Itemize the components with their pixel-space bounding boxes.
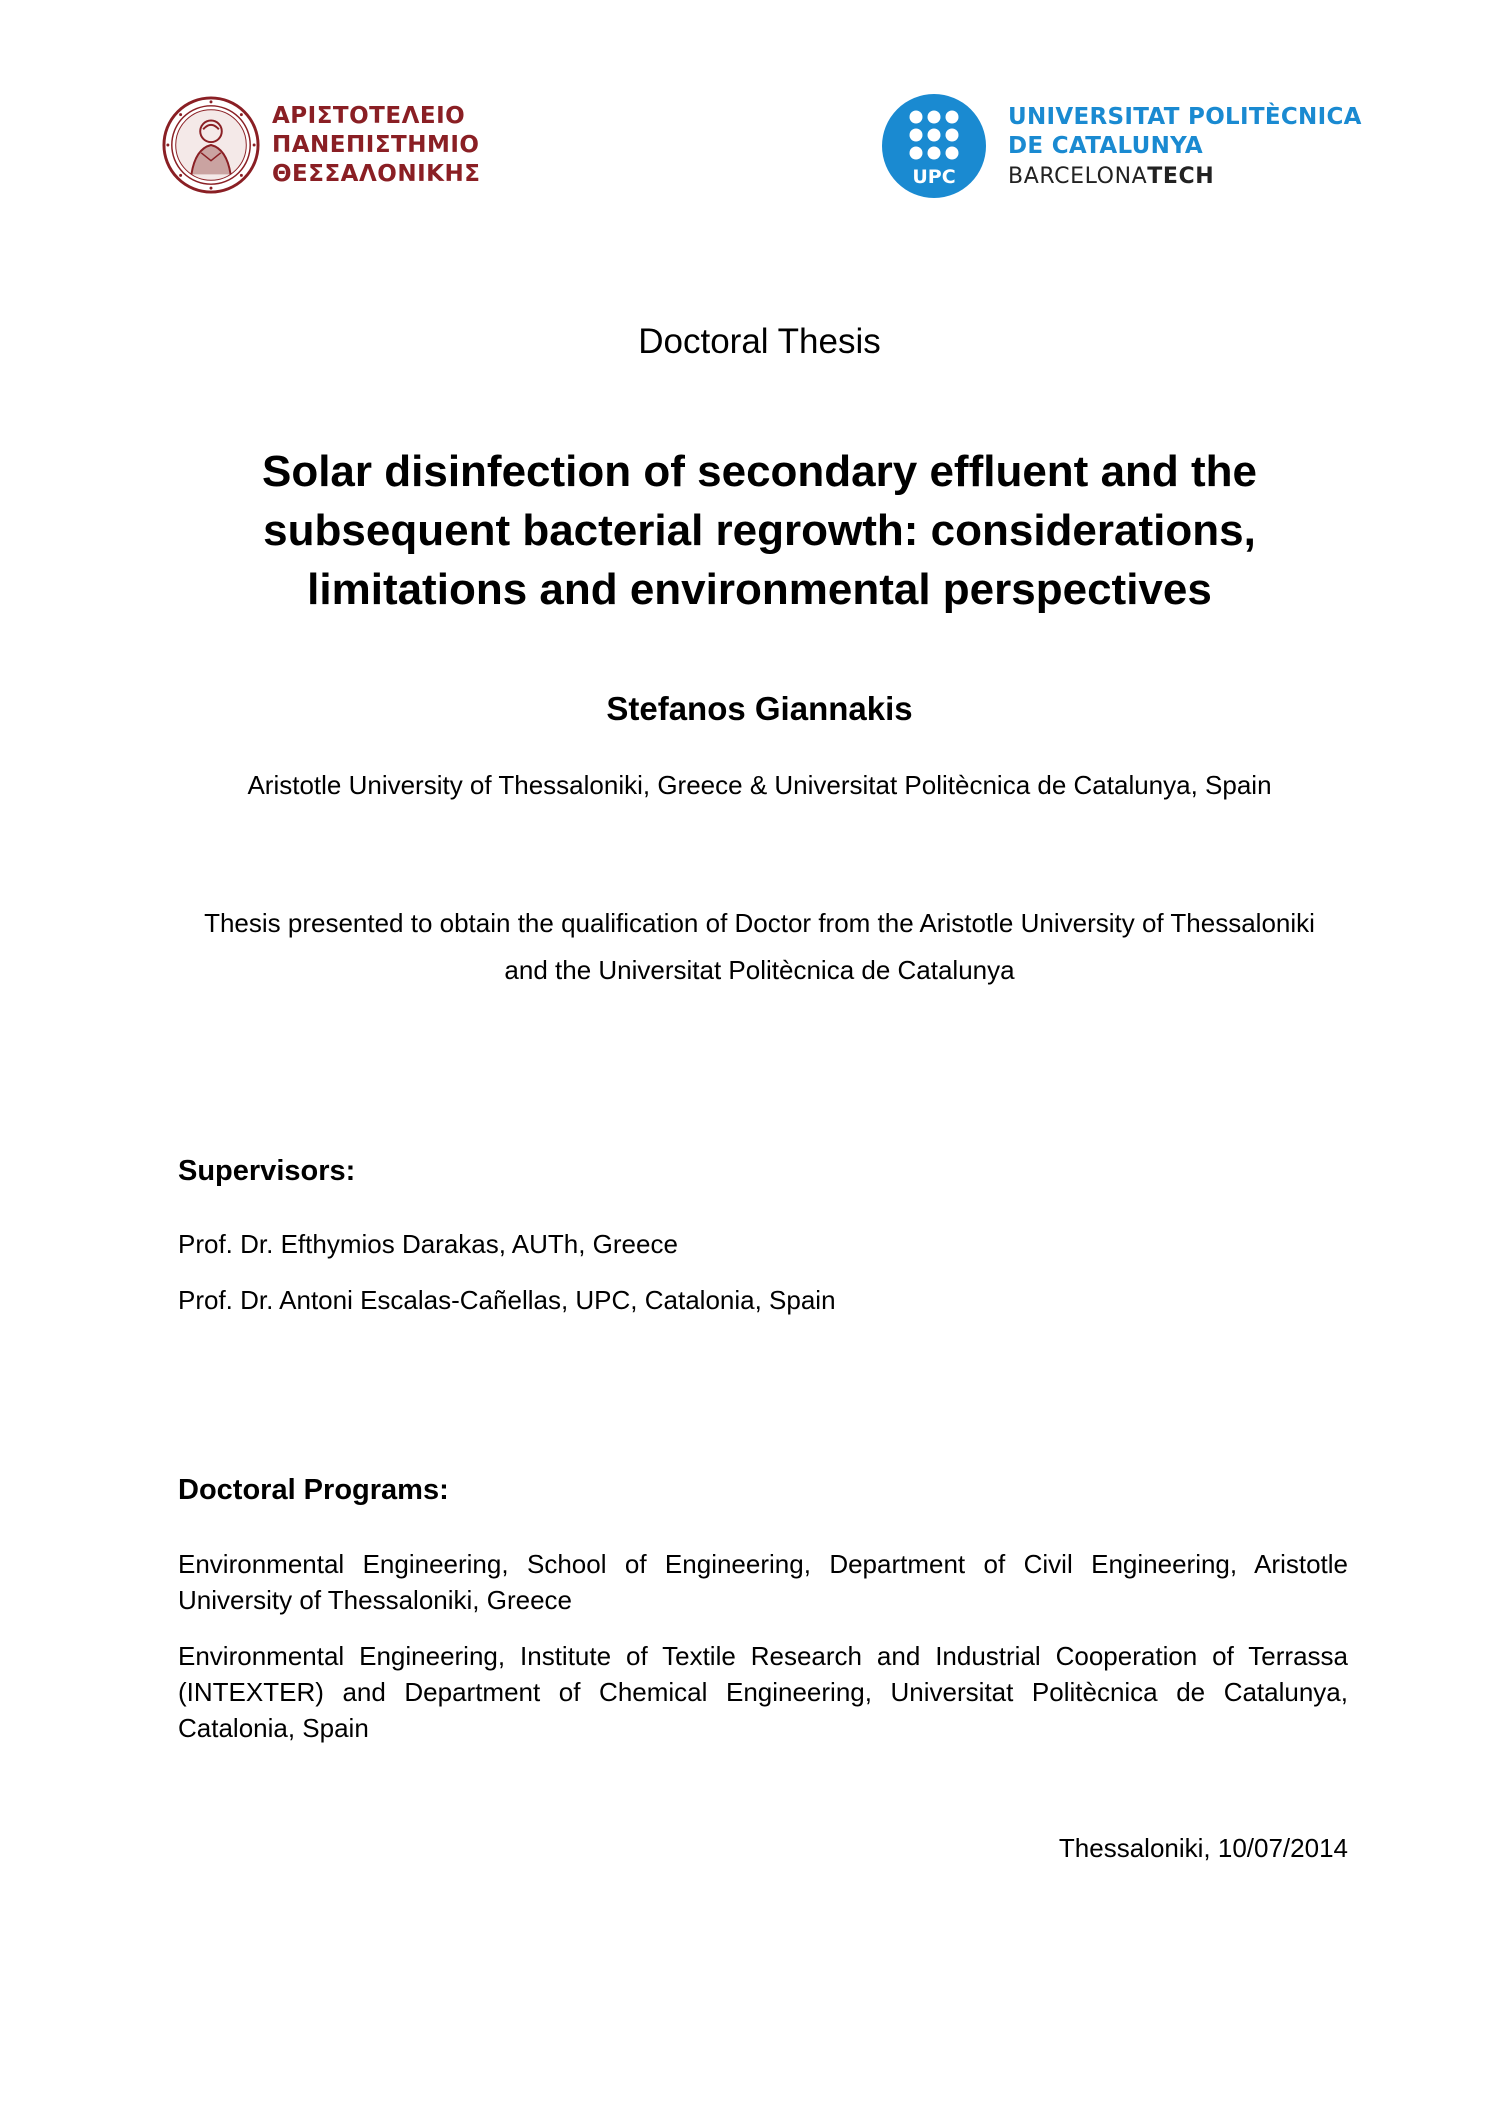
auth-wordmark-line: ΘΕΣΣΑΛΟΝΙΚΗΣ [272,161,481,187]
upc-logo [881,93,1362,203]
document-type: Doctoral Thesis [638,322,881,361]
auth-seal-icon [162,96,260,194]
auth-wordmark [272,102,480,189]
supervisor-item: Prof. Dr. Efthymios Darakas, AUTh, Greece [178,1229,678,1259]
auth-wordmark-line: ΑΡΙΣΤΟΤΕΛΕΙΟ [272,103,466,129]
author-name: Stefanos Giannakis [606,690,913,727]
auth-wordmark-line: ΠΑΝΕΠΙΣΤΗΜΙΟ [272,132,480,158]
upc-mark-icon [881,93,987,199]
upc-wordmark-line-3 [1008,161,1362,193]
upc-wordmark-tech: TECH [1147,164,1215,189]
upc-mark-text: UPC [912,166,956,188]
supervisor-item: Prof. Dr. Antoni Escalas-Cañellas, UPC, Catalonia, Spain [178,1285,836,1315]
author-affiliation: Aristotle University of Thessaloniki, Greece & Universitat Politècnica de Catalunya, Spain [247,770,1272,800]
programs-heading: Doctoral Programs: [178,1474,449,1506]
upc-wordmark-line-2: DE CATALUNYA [1008,133,1204,159]
auth-logo [162,96,492,198]
program-item: Environmental Engineering, School of Engineering, Department of Civil Engineering, Aristotle University of Thessaloniki, Greece [178,1549,1348,1615]
place-date: Thessaloniki, 10/07/2014 [1058,1833,1348,1863]
upc-wordmark-barcelona: BARCELONA [1008,164,1148,189]
upc-wordmark [1008,103,1362,193]
program-item: Environmental Engineering, Institute of Textile Research and Industrial Cooperation of Terrassa (INTEXTER) and Department of Chemical Engineering, Universitat Politècnica de Catalunya, Catalonia, Spain [178,1641,1348,1743]
thesis-title: Solar disinfection of secondary effluent and the subsequent bacterial regrowth: considerations, limitations and environmental perspectives [261,447,1258,614]
thesis-purpose: Thesis presented to obtain the qualification of Doctor from the Aristotle University of Thessaloniki and the Universitat Politècnica de Catalunya [204,908,1315,985]
supervisors-heading: Supervisors: [178,1155,356,1187]
upc-wordmark-line-1: UNIVERSITAT POLITÈCNICA [1008,104,1362,130]
